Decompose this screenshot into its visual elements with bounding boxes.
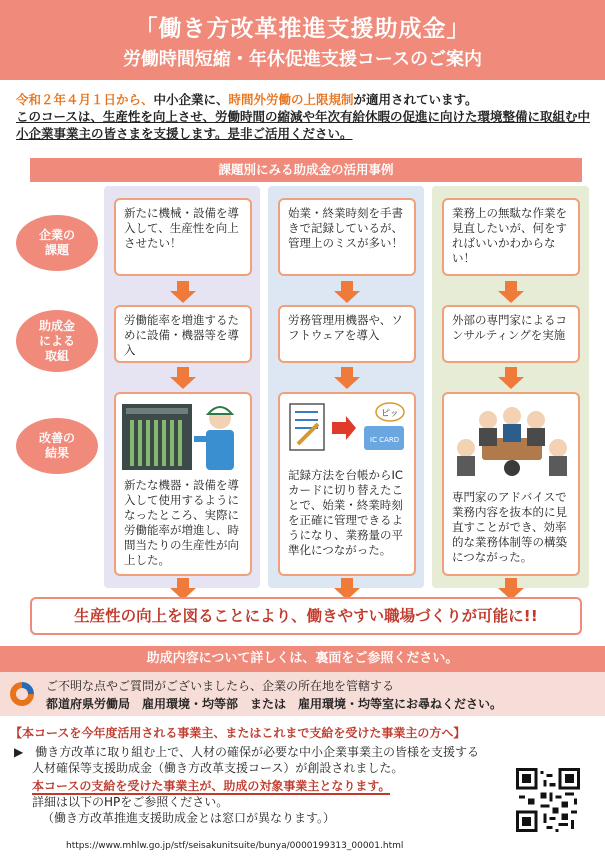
case-2-result: 記録方法を台帳からICカードに切り替えたことで、始業・終業時刻を正確に管理できるようになり、業務量の平準化につながった。: [288, 468, 403, 557]
conclusion-banner: 生産性の向上を図ることにより、働きやすい職場づくりが可能に!!: [30, 597, 582, 635]
arrow-down: [498, 367, 524, 389]
arrow-down: [334, 367, 360, 389]
row-label-issue: [16, 215, 98, 271]
notice-title: 【本コースを今年度活用される事業主、またはこれまで支給を受けた事業主の方へ】: [10, 726, 466, 740]
notice-line-4: 詳細は以下のHPをご参照ください。: [32, 795, 229, 809]
page-subtitle: 労働時間短縮・年休促進支援コースのご案内: [122, 49, 483, 70]
notice-line-1: ▶ 働き方改革に取り組む上で、人材の確保が必要な中小企業事業主の皆様を支援する: [14, 745, 479, 759]
notice-body: [14, 744, 506, 826]
case-2-result-card: [278, 392, 416, 576]
case-1-result: 新たな機器・設備を導入して使用するようになったところ、実際に労働能率が増進し、時間当たりの生産性が向上した。: [124, 478, 239, 567]
notice-line-5: （働き方改革推進支援助成金とは窓口が異なります。）: [42, 811, 336, 825]
intro-date: 令和２年４月１日から、: [16, 92, 154, 107]
case-3-issue: 業務上の無駄な作業を見直したいが、何をすればいいかわからない！: [442, 198, 580, 276]
hp-url-link[interactable]: https://www.mhlw.go.jp/stf/seisakunitsuite/bunya/0000199313_00001.html: [66, 841, 404, 851]
contact-line-1: ご不明な点やご質問がございましたら、企業の所在地を管轄する: [46, 679, 395, 693]
intro-text-b: が適用されています。: [353, 92, 478, 107]
row-label-action-text: 助成金 による 取組: [38, 318, 75, 363]
case-2-issue: 始業・終業時刻を手書きで記録しているが、管理上のミスが多い！: [278, 198, 416, 276]
case-3-action: 外部の専門家によるコンサルティングを実施: [442, 305, 580, 363]
intro-text-a: 中小企業に、: [153, 92, 229, 107]
qr-code-icon[interactable]: [516, 768, 580, 832]
case-2-action: 労務管理用機器や、ソフトウェアを導入: [278, 305, 416, 363]
section-title: 課題別にみる助成金の活用事例: [30, 158, 582, 182]
intro-limit: 時間外労働の上限規制: [228, 92, 354, 107]
notice-line-2: 人材確保等支援助成金（働き方改革支援コース）が創設されました。: [32, 761, 404, 775]
intro-text: [16, 91, 596, 142]
arrow-down: [334, 281, 360, 303]
row-label-issue-text: 企業の 課題: [38, 228, 75, 257]
row-label-result: [16, 418, 98, 474]
sound-label: ピッ: [381, 409, 399, 419]
contact-box: [0, 672, 605, 716]
notice-highlight: 本コースの支給を受けた事業主が、助成の対象事業主となります。: [32, 779, 391, 793]
arrow-down: [170, 281, 196, 303]
ic-card-illustration: [284, 398, 412, 460]
machine-worker-illustration: [120, 398, 248, 472]
mhlw-logo-icon: [8, 680, 36, 708]
case-1-result-card: [114, 392, 252, 576]
case-3-result: 専門家のアドバイスで業務内容を抜本的に見直すことができ、効率的な業務体制等の構築につながった。: [452, 490, 567, 564]
row-label-action: [16, 310, 98, 372]
arrow-down: [170, 367, 196, 389]
row-label-result-text: 改善の 結果: [38, 431, 75, 460]
case-3-result-card: [442, 392, 580, 576]
meeting-illustration: [448, 398, 576, 484]
contact-line-2: 都道府県労働局 雇用環境・均等部 または 雇用環境・均等室にお尋ねください。: [46, 697, 503, 711]
arrow-down: [498, 281, 524, 303]
case-1-action: 労働能率を増進するために設備・機器等を導入: [114, 305, 252, 363]
header-banner: [0, 0, 605, 80]
case-1-issue: 新たに機械・設備を導入して、生産性を向上させたい！: [114, 198, 252, 276]
intro-paragraph-2: このコースは、生産性を向上させ、労働時間の縮減や年次有給休暇の促進に向けた環境整備に取組む中小企業事業主の皆さまを支援します。是非ご活用ください。: [16, 109, 591, 141]
page-title: 「働き方改革推進支援助成金」: [134, 16, 471, 42]
card-label: IC CARD: [370, 436, 400, 444]
inquiry-band: 助成内容について詳しくは、裏面をご参照ください。: [0, 646, 605, 672]
